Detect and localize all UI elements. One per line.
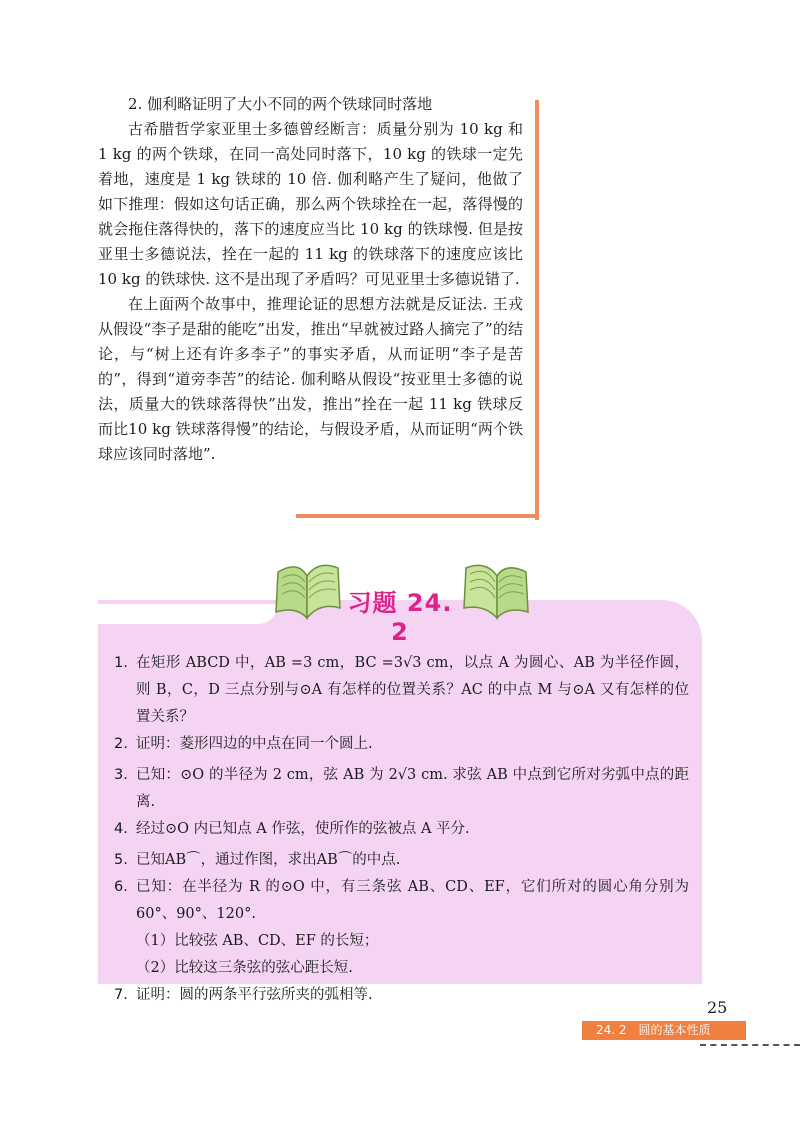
exercise-number: 2. [114,736,128,752]
exercise-number: 4. [114,821,128,837]
story-frame-right-border [535,100,539,520]
exercise-text: 在矩形 ABCD 中，AB =3 cm，BC =3√3 cm，以点 A 为圆心、AB 为半径作圆，则 B，C，D 三点分别与⊙A 有怎样的位置关系？AC 的中点 M 与⊙A 又有怎样的位置关系？ [136,655,689,725]
exercise-item [114,762,689,816]
exercise-list [114,650,689,1009]
exercise-item [114,874,689,928]
exercise-subitem [114,955,689,982]
exercise-text: 证明：菱形四边的中点在同一个圆上. [136,736,373,752]
exercise-text: （1）比较弦 AB、CD、EF 的长短； [136,933,379,949]
exercise-text: 证明：圆的两条平行弦所夹的弧相等. [136,987,373,1003]
exercise-item [114,816,689,843]
exercise-text: 已知：在半径为 R 的⊙O 中，有三条弦 AB、CD、EF，它们所对的圆心角分别为 60°、90°、120°. [136,879,689,922]
page-number: 25 [707,998,728,1017]
exercise-item [114,847,689,874]
exercise-text: 已知AB⌒，通过作图，求出AB⌒的中点. [136,852,401,868]
story-heading: 2. 伽利略证明了大小不同的两个铁球同时落地 [128,95,433,113]
exercise-number: 3. [114,767,128,783]
exercise-text: 已知：⊙O 的半径为 2 cm，弦 AB 为 2√3 cm. 求弦 AB 中点到它所对劣弧中点的距离. [136,767,689,810]
exercise-number: 6. [114,879,128,895]
story-section [98,92,523,467]
exercise-number: 1. [114,655,128,671]
exercise-item [114,982,689,1009]
exercise-text: （2）比较这三条弦的弦心距长短. [136,960,353,976]
open-book-icon [458,558,536,624]
exercise-subitem [114,928,689,955]
exercise-title: 习题 24. 2 [347,589,453,646]
exercise-item [114,650,689,731]
exercise-number: 7. [114,987,128,1003]
open-book-icon [268,558,346,624]
exercise-text: 经过⊙O 内已知点 A 作弦，使所作的弦被点 A 平分. [136,821,470,837]
chapter-label: 24. 2 圆的基本性质 [582,1021,746,1040]
story-frame-bottom-border [296,514,539,518]
exercise-panel-notch [98,604,278,624]
exercise-item [114,731,689,758]
story-paragraph-1: 古希腊哲学家亚里士多德曾经断言：质量分别为 10 kg 和 1 kg 的两个铁球，在同一高处同时落下，10 kg 的铁球一定先着地，速度是 1 kg 铁球的 10 倍. 伽利略产生了疑问，他做了如下推理：假如这句话正确，那么两个铁球拴在一起，落得慢的就会拖住落得快的，落下的速度应当比 10 kg 的铁球慢. 但是按亚里士多德说法，拴在一起的 11 kg 的铁球落下的速度应该比 10 kg 的铁球快. 这不是出现了矛盾吗？可见亚里士多德说错了. [98,120,523,288]
story-paragraph-2: 在上面两个故事中，推理论证的思想方法就是反证法. 王戎从假设“李子是甜的能吃”出发，推出“早就被过路人摘完了”的结论，与“树上还有许多李子”的事实矛盾，从而证明“李子是苦的”，得到“道旁李苦”的结论. 伽利略从假设“按亚里士多德的说法，质量大的铁球落得快”出发，推出“拴在一起 11 kg 铁球反而比10 kg 铁球落得慢”的结论，与假设矛盾，从而证明“两个铁球应该同时落地”. [98,295,523,463]
exercise-number: 5. [114,852,128,868]
footer-dotted-line [700,1044,800,1046]
